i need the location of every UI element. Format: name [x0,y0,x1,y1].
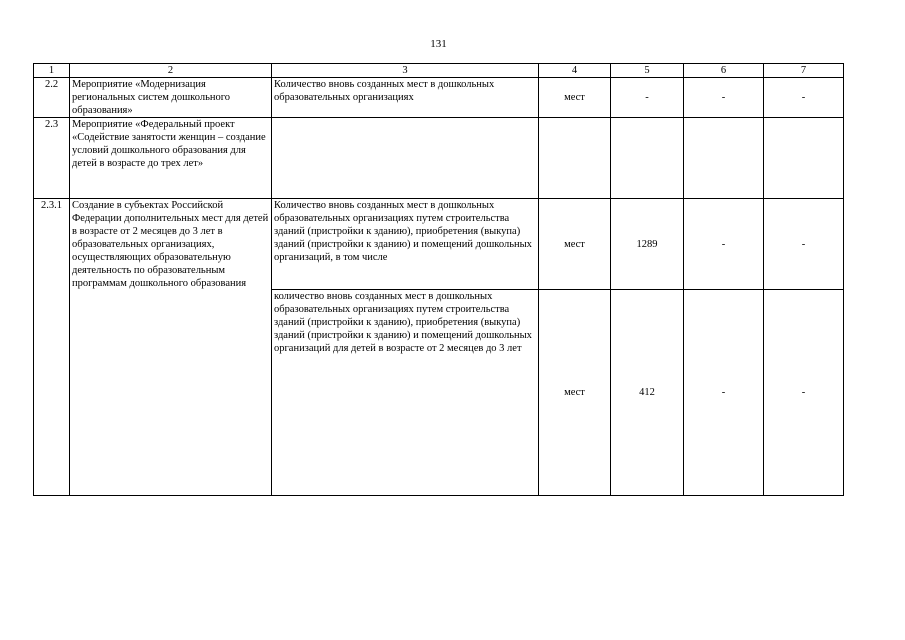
row-name: Мероприятие «Федеральный проект «Содействие занятости женщин – создание условий дошкольного образования для детей в возрасте до трех лет» [70,118,272,199]
row-indicator: Количество вновь созданных мест в дошкольных образовательных организациях путем строительства зданий (пристройки к зданию), приобретения (выкупа) зданий (пристройки к зданию) и помещений дошкольных организаций, в том числе [272,199,539,290]
header-cell-2: 2 [70,64,272,78]
header-cell-5: 5 [611,64,684,78]
indicators-table [33,63,844,496]
row-col5: - [611,78,684,118]
row-unit: мест [539,199,611,290]
row-unit [539,118,611,199]
table-row [34,118,844,199]
row-col5: 1289 [611,199,684,290]
row-col7: - [764,290,844,496]
table-row [34,78,844,118]
header-cell-3: 3 [272,64,539,78]
row-col6: - [684,290,764,496]
header-cell-6: 6 [684,64,764,78]
row-col7: - [764,199,844,290]
row-indicator [272,118,539,199]
row-col7 [764,118,844,199]
row-number: 2.3 [34,118,70,199]
row-name: Создание в субъектах Российской Федерации дополнительных мест для детей в возрасте от 2 месяцев до 3 лет в образовательных организациях, осуществляющих образовательную деятельность по образовательным программам дошкольного образования [70,199,272,496]
row-col5 [611,118,684,199]
page-number: 131 [430,38,447,50]
row-number: 2.3.1 [34,199,70,496]
row-col5: 412 [611,290,684,496]
row-indicator: Количество вновь созданных мест в дошкольных образовательных организациях [272,78,539,118]
row-col6: - [684,199,764,290]
header-cell-4: 4 [539,64,611,78]
table-header-row [34,64,844,78]
row-col7: - [764,78,844,118]
row-name: Мероприятие «Модернизация региональных систем дошкольного образования» [70,78,272,118]
row-number: 2.2 [34,78,70,118]
header-cell-1: 1 [34,64,70,78]
row-col6: - [684,78,764,118]
row-unit: мест [539,290,611,496]
row-unit: мест [539,78,611,118]
row-indicator: количество вновь созданных мест в дошкольных образовательных организациях путем строительства зданий (пристройки к зданию), приобретения (выкупа) зданий (пристройки к зданию) и помещений дошкольных организаций для детей в возрасте от 2 месяцев до 3 лет [272,290,539,496]
table-row [34,199,844,290]
header-cell-7: 7 [764,64,844,78]
row-col6 [684,118,764,199]
